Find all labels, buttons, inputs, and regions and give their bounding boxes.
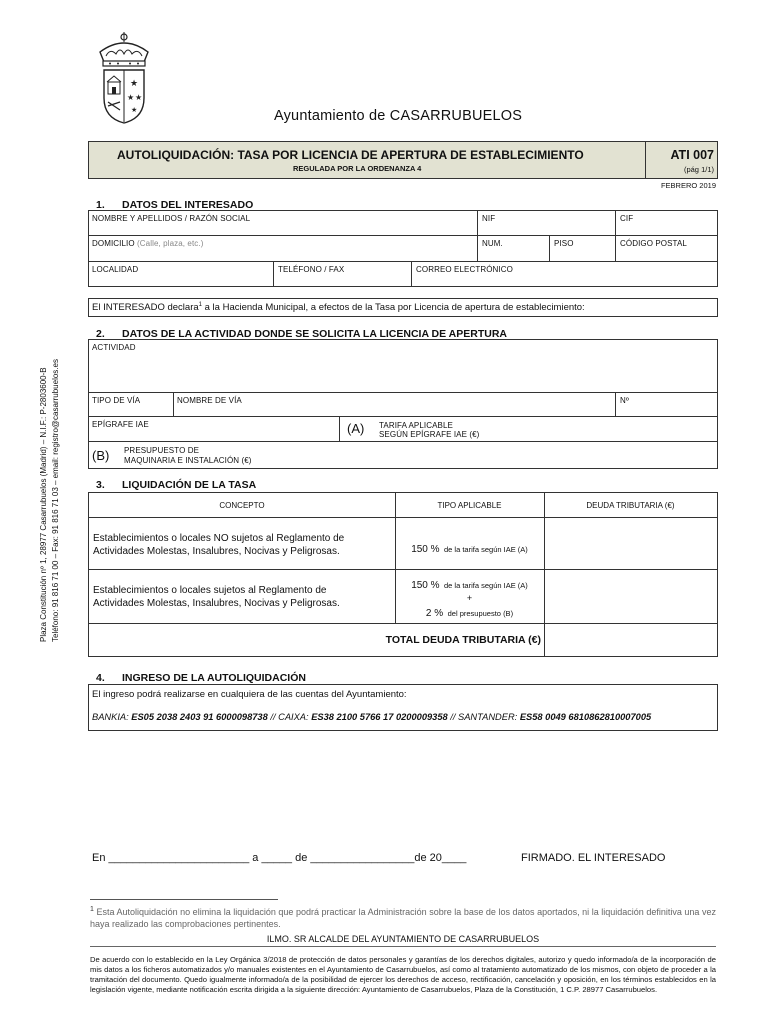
form-title: AUTOLIQUIDACIÓN: TASA POR LICENCIA DE APERTURA DE ESTABLECIMIENTO <box>117 148 584 162</box>
form-page: (pág 1/1) <box>683 165 714 174</box>
row2-concept: Establecimientos o locales sujetos al Reglamento de Actividades Molestas, Insalubres, Nocivas y Peligrosas. <box>93 585 340 609</box>
epigrafe-field[interactable]: EPÍGRAFE IAE <box>92 420 149 429</box>
form-code: ATI 007 <box>670 148 714 162</box>
sidebar-address: Plaza Constitución nº 1, 28977 Casarrubuelos (Madrid) – N.I.F.: P-2803600-B <box>39 367 48 642</box>
addressee: ILMO. SR ALCALDE DEL AYUNTAMIENTO DE CASARRUBUELOS <box>266 934 540 944</box>
declaration-text: El INTERESADO declara$^1$ a la Hacienda Municipal, a efectos de la Tasa por Licencia de apertura de establecimiento: <box>92 302 585 314</box>
postal-code-field[interactable]: CÓDIGO POSTAL <box>620 239 687 248</box>
numero-field[interactable]: Nº <box>620 396 629 405</box>
domicilio-hint: (Calle, plaza, etc.) <box>137 239 204 248</box>
footnote-ref: 1 <box>198 302 202 308</box>
municipality-title: Ayuntamiento de CASARRUBUELOS <box>274 108 523 124</box>
col-deuda: DEUDA TRIBUTARIA (€) <box>586 501 675 510</box>
date-place-line[interactable]: En _______________________ a _____ de _________________de 20____ <box>92 852 467 864</box>
payment-box <box>88 684 718 731</box>
col-tipo: TIPO APLICABLE <box>437 501 502 510</box>
section3-heading: 3. LIQUIDACIÓN DE LA TASA <box>96 479 257 491</box>
total-label: TOTAL DEUDA TRIBUTARIA (€) <box>385 634 541 646</box>
svg-text:★: ★ <box>135 93 143 102</box>
form-date: FEBRERO 2019 <box>660 181 716 190</box>
form-title-banner <box>88 141 718 179</box>
row1-rate: 150 % de la tarifa según IAE (A) <box>411 544 528 555</box>
piso-field[interactable]: PISO <box>554 239 574 248</box>
cif-field[interactable]: CIF <box>620 214 634 223</box>
form-subtitle: REGULADA POR LA ORDENANZA 4 <box>293 164 422 173</box>
section1-table <box>88 210 718 287</box>
payment-intro: El ingreso podrá realizarse en cualquiera de las cuentas del Ayuntamiento: <box>92 689 407 700</box>
row2-deuda-field[interactable] <box>544 569 717 623</box>
footnote-text: Esta Autoliquidación no elimina la liquidación que podrá practicar la Administración sobre la base de los datos aportados, ni la liquidación definitiva una vez haya realizado las comprobaciones pertinentes. <box>90 907 716 929</box>
presupuesto-field[interactable]: (B) PRESUPUESTO DE MAQUINARIA E INSTALACIÓN (€) <box>92 446 252 465</box>
localidad-field[interactable]: LOCALIDAD <box>92 265 139 274</box>
b-mark: (B) <box>92 448 110 463</box>
liquidation-table <box>88 492 718 657</box>
privacy-notice: De acuerdo con lo establecido en la Ley Orgánica 3/2018 de protección de datos personales y garantías de los derechos digitales, autorizo y quedo informado/a de la incorporación de mis datos a los ficheros automatizados y/o manuales existentes en el Ayuntamiento de Casarrubuelos, así como al tratamiento automatizado de los mismos, con objeto de proceder a la tramitación del documento. Quedo igualmente informado/a de la posibilidad de ejercer los derechos de acceso, rectificación, cancelación y oposición, en los términos establecidos en la legislación vigente, mediante notificación escrita dirigida a la siguiente dirección: Ayuntamiento de Casarrubuelos, Plaza de la Constitución, 1 C.P. 28977 Casarrubuelos. <box>90 955 716 994</box>
declaration-box <box>88 298 718 317</box>
nif-field[interactable]: NIF <box>482 214 496 223</box>
section2-table <box>88 339 718 469</box>
svg-text:★: ★ <box>130 78 139 88</box>
row1-deuda-field[interactable] <box>544 517 717 569</box>
row2-rate: 150 % de la tarifa según IAE (A) + 2 % del presupuesto (B) <box>411 580 528 619</box>
name-field[interactable]: NOMBRE Y APELLIDOS / RAZÓN SOCIAL <box>92 214 251 223</box>
tarifa-field[interactable]: (A) TARIFA APLICABLE SEGÚN EPÍGRAFE IAE (€) <box>347 421 480 439</box>
domicilio-field[interactable]: DOMICILIO (Calle, plaza, etc.) <box>92 239 204 248</box>
section4-heading: 4. INGRESO DE LA AUTOLIQUIDACIÓN <box>96 672 306 684</box>
svg-text:★: ★ <box>131 107 138 114</box>
row1-concept: Establecimientos o locales NO sujetos al Reglamento de Actividades Molestas, Insalubres, Nocivas y Peligrosas. <box>93 533 345 557</box>
footnote: $^1$ Esta Autoliquidación no elimina la liquidación que podrá practicar la Administración sobre la base de los datos aportados, ni la liquidación definitiva una vez haya realizado las comprobaciones pertinentes. <box>90 906 716 929</box>
signature-label: FIRMADO. EL INTERESADO <box>521 852 666 864</box>
email-field[interactable]: CORREO ELECTRÓNICO <box>416 265 513 274</box>
section2-heading: 2. DATOS DE LA ACTIVIDAD DONDE SE SOLICITA LA LICENCIA DE APERTURA <box>96 328 508 340</box>
coat-of-arms-icon <box>92 30 156 126</box>
col-concepto: CONCEPTO <box>219 501 265 510</box>
tipo-via-field[interactable]: TIPO DE VÍA <box>92 396 141 405</box>
caixa-iban: ES38 2100 5766 17 0200009358 <box>311 712 448 722</box>
santander-iban: ES58 0049 6810862810007005 <box>519 712 652 722</box>
bank-accounts: BANKIA: ES05 2038 2403 91 6000098738 // CAIXA: ES38 2100 5766 17 0200009358 // SANTANDER: ES58 0049 6810862810007005 <box>92 712 652 722</box>
footnote-rule <box>90 899 278 900</box>
section1-heading: 1. DATOS DEL INTERESADO <box>96 199 254 211</box>
svg-text:★: ★ <box>127 93 135 102</box>
telefono-field[interactable]: TELÉFONO / FAX <box>278 265 345 274</box>
num-field[interactable]: NUM. <box>482 239 503 248</box>
bankia-iban: ES05 2038 2403 91 6000098738 <box>131 712 268 722</box>
nombre-via-field[interactable]: NOMBRE DE VÍA <box>177 396 242 405</box>
actividad-field[interactable]: ACTIVIDAD <box>92 343 136 352</box>
total-deuda-field[interactable] <box>544 623 717 657</box>
sidebar-contacts: Teléfono: 91 816 71 00 – Fax: 91 816 71 03 – email: registro@casarrubuelos.es <box>51 359 60 642</box>
a-mark: (A) <box>347 421 365 436</box>
